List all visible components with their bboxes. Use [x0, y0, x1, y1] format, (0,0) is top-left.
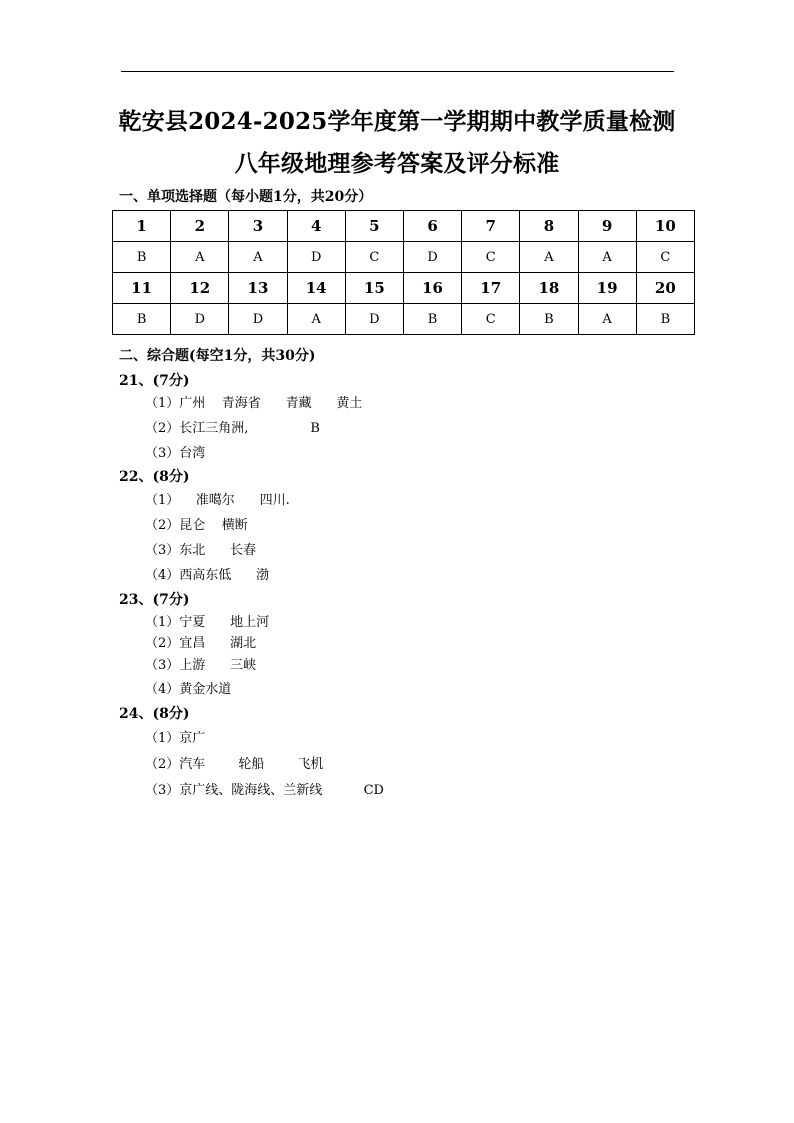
- question-number: 10: [636, 211, 694, 242]
- question-number: 18: [520, 273, 578, 304]
- answer-cell: A: [287, 304, 345, 335]
- question-24-heading: 24、(8分): [119, 706, 190, 722]
- question-24-answer-2: （2）汽车 轮船 飞机: [145, 757, 324, 772]
- question-21-heading: 21、(7分): [119, 373, 190, 389]
- question-number: 14: [287, 273, 345, 304]
- answer-cell: C: [462, 242, 520, 273]
- question-23-answer-3: （3）上游 三峡: [145, 658, 257, 673]
- answer-cell: A: [171, 242, 229, 273]
- section2-heading: 二、综合题(每空1分，共30分): [119, 348, 316, 364]
- header-rule: [121, 71, 674, 72]
- question-number: 5: [345, 211, 403, 242]
- table-row-answers: [113, 304, 695, 335]
- question-22-answer-2: （2）昆仑 横断: [145, 518, 248, 533]
- question-21-answer-3: （3）台湾: [145, 446, 206, 461]
- question-22-answer-3: （3）东北 长春: [145, 543, 257, 558]
- question-number: 7: [462, 211, 520, 242]
- answer-cell: C: [462, 304, 520, 335]
- answer-cell: A: [229, 242, 287, 273]
- answer-cell: D: [229, 304, 287, 335]
- question-number: 2: [171, 211, 229, 242]
- question-number: 3: [229, 211, 287, 242]
- answer-cell: A: [578, 242, 636, 273]
- table-row-answers: [113, 242, 695, 273]
- question-number: 19: [578, 273, 636, 304]
- question-21-answer-2: （2）长江三角洲, B: [145, 421, 320, 436]
- table-row-numbers: [113, 211, 695, 242]
- answer-cell: B: [636, 304, 694, 335]
- question-23-answer-2: （2）宜昌 湖北: [145, 636, 257, 651]
- table-row-numbers: [113, 273, 695, 304]
- answer-cell: C: [345, 242, 403, 273]
- question-number: 13: [229, 273, 287, 304]
- answer-cell: B: [113, 304, 171, 335]
- question-number: 16: [403, 273, 461, 304]
- answer-cell: D: [345, 304, 403, 335]
- question-23-answer-1: （1）宁夏 地上河: [145, 615, 270, 630]
- question-number: 9: [578, 211, 636, 242]
- question-21-answer-1: （1）广州 青海省 青藏 黄土: [145, 396, 363, 411]
- question-number: 1: [113, 211, 171, 242]
- question-number: 8: [520, 211, 578, 242]
- question-number: 17: [462, 273, 520, 304]
- question-number: 11: [113, 273, 171, 304]
- answer-cell: B: [113, 242, 171, 273]
- answer-cell: C: [636, 242, 694, 273]
- answer-cell: B: [520, 304, 578, 335]
- question-number: 6: [403, 211, 461, 242]
- answer-cell: A: [578, 304, 636, 335]
- answer-cell: D: [403, 242, 461, 273]
- answer-cell: B: [403, 304, 461, 335]
- question-22-heading: 22、(8分): [119, 469, 190, 485]
- answer-cell: D: [171, 304, 229, 335]
- question-23-answer-4: （4）黄金水道: [145, 682, 232, 697]
- question-number: 4: [287, 211, 345, 242]
- choice-answer-table: [112, 210, 695, 335]
- document-title: 乾安县2024-2025学年度第一学期期中教学质量检测: [118, 108, 676, 135]
- document-subtitle: 八年级地理参考答案及评分标准: [234, 150, 560, 177]
- question-number: 20: [636, 273, 694, 304]
- question-24-answer-3: （3）京广线、陇海线、兰新线 CD: [145, 783, 384, 798]
- answer-cell: A: [520, 242, 578, 273]
- question-24-answer-1: （1）京广: [145, 731, 206, 746]
- question-22-answer-1: （1） 准噶尔 四川.: [145, 493, 290, 508]
- question-number: 12: [171, 273, 229, 304]
- question-22-answer-4: （4）西高东低 渤: [145, 568, 270, 583]
- question-number: 15: [345, 273, 403, 304]
- answer-cell: D: [287, 242, 345, 273]
- question-23-heading: 23、(7分): [119, 592, 190, 608]
- section1-heading: 一、单项选择题（每小题1分，共20分）: [119, 189, 373, 205]
